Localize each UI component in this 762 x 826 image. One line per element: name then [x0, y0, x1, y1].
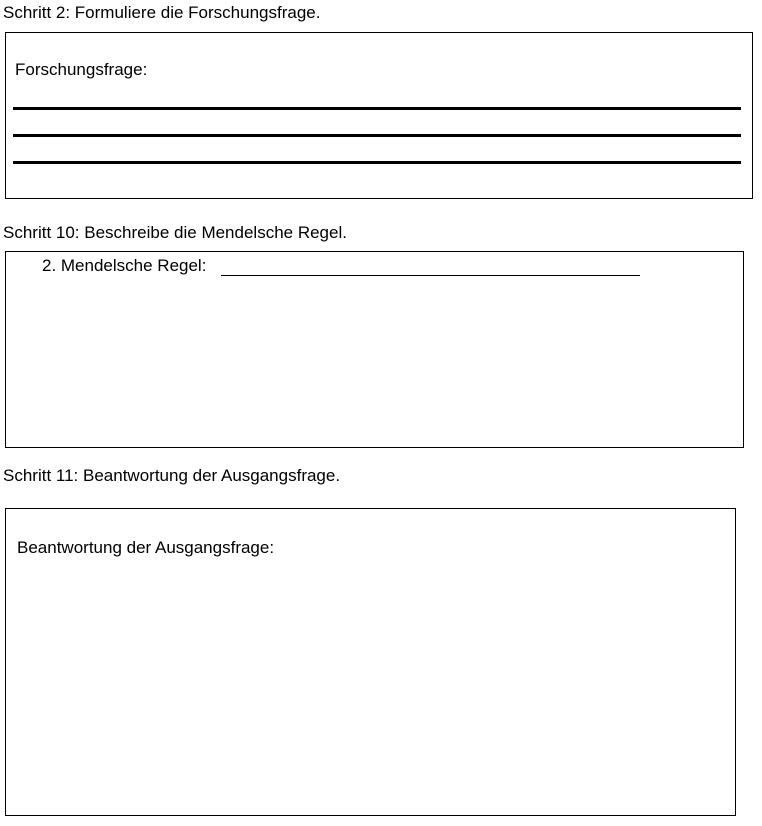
answer-box-label-forschungsfrage: Forschungsfrage:	[15, 60, 148, 79]
write-line-1[interactable]	[13, 107, 741, 110]
write-line-2[interactable]	[13, 134, 741, 137]
answer-box-label-mendelsche-regel: 2. Mendelsche Regel:	[42, 256, 207, 275]
section-heading-schritt-10: Schritt 10: Beschreibe die Mendelsche Regel.	[3, 223, 347, 242]
answer-box-beantwortung-ausgangsfrage[interactable]	[5, 508, 736, 816]
section-heading-schritt-2: Schritt 2: Formuliere die Forschungsfrage.	[3, 3, 321, 22]
answer-box-label-beantwortung: Beantwortung der Ausgangsfrage:	[17, 538, 275, 557]
fill-in-blank-line[interactable]	[221, 275, 640, 276]
answer-box-forschungsfrage	[5, 32, 753, 199]
answer-box-mendelsche-regel[interactable]	[5, 251, 744, 448]
section-heading-schritt-11: Schritt 11: Beantwortung der Ausgangsfrage.	[3, 466, 341, 485]
write-line-3[interactable]	[13, 161, 741, 164]
